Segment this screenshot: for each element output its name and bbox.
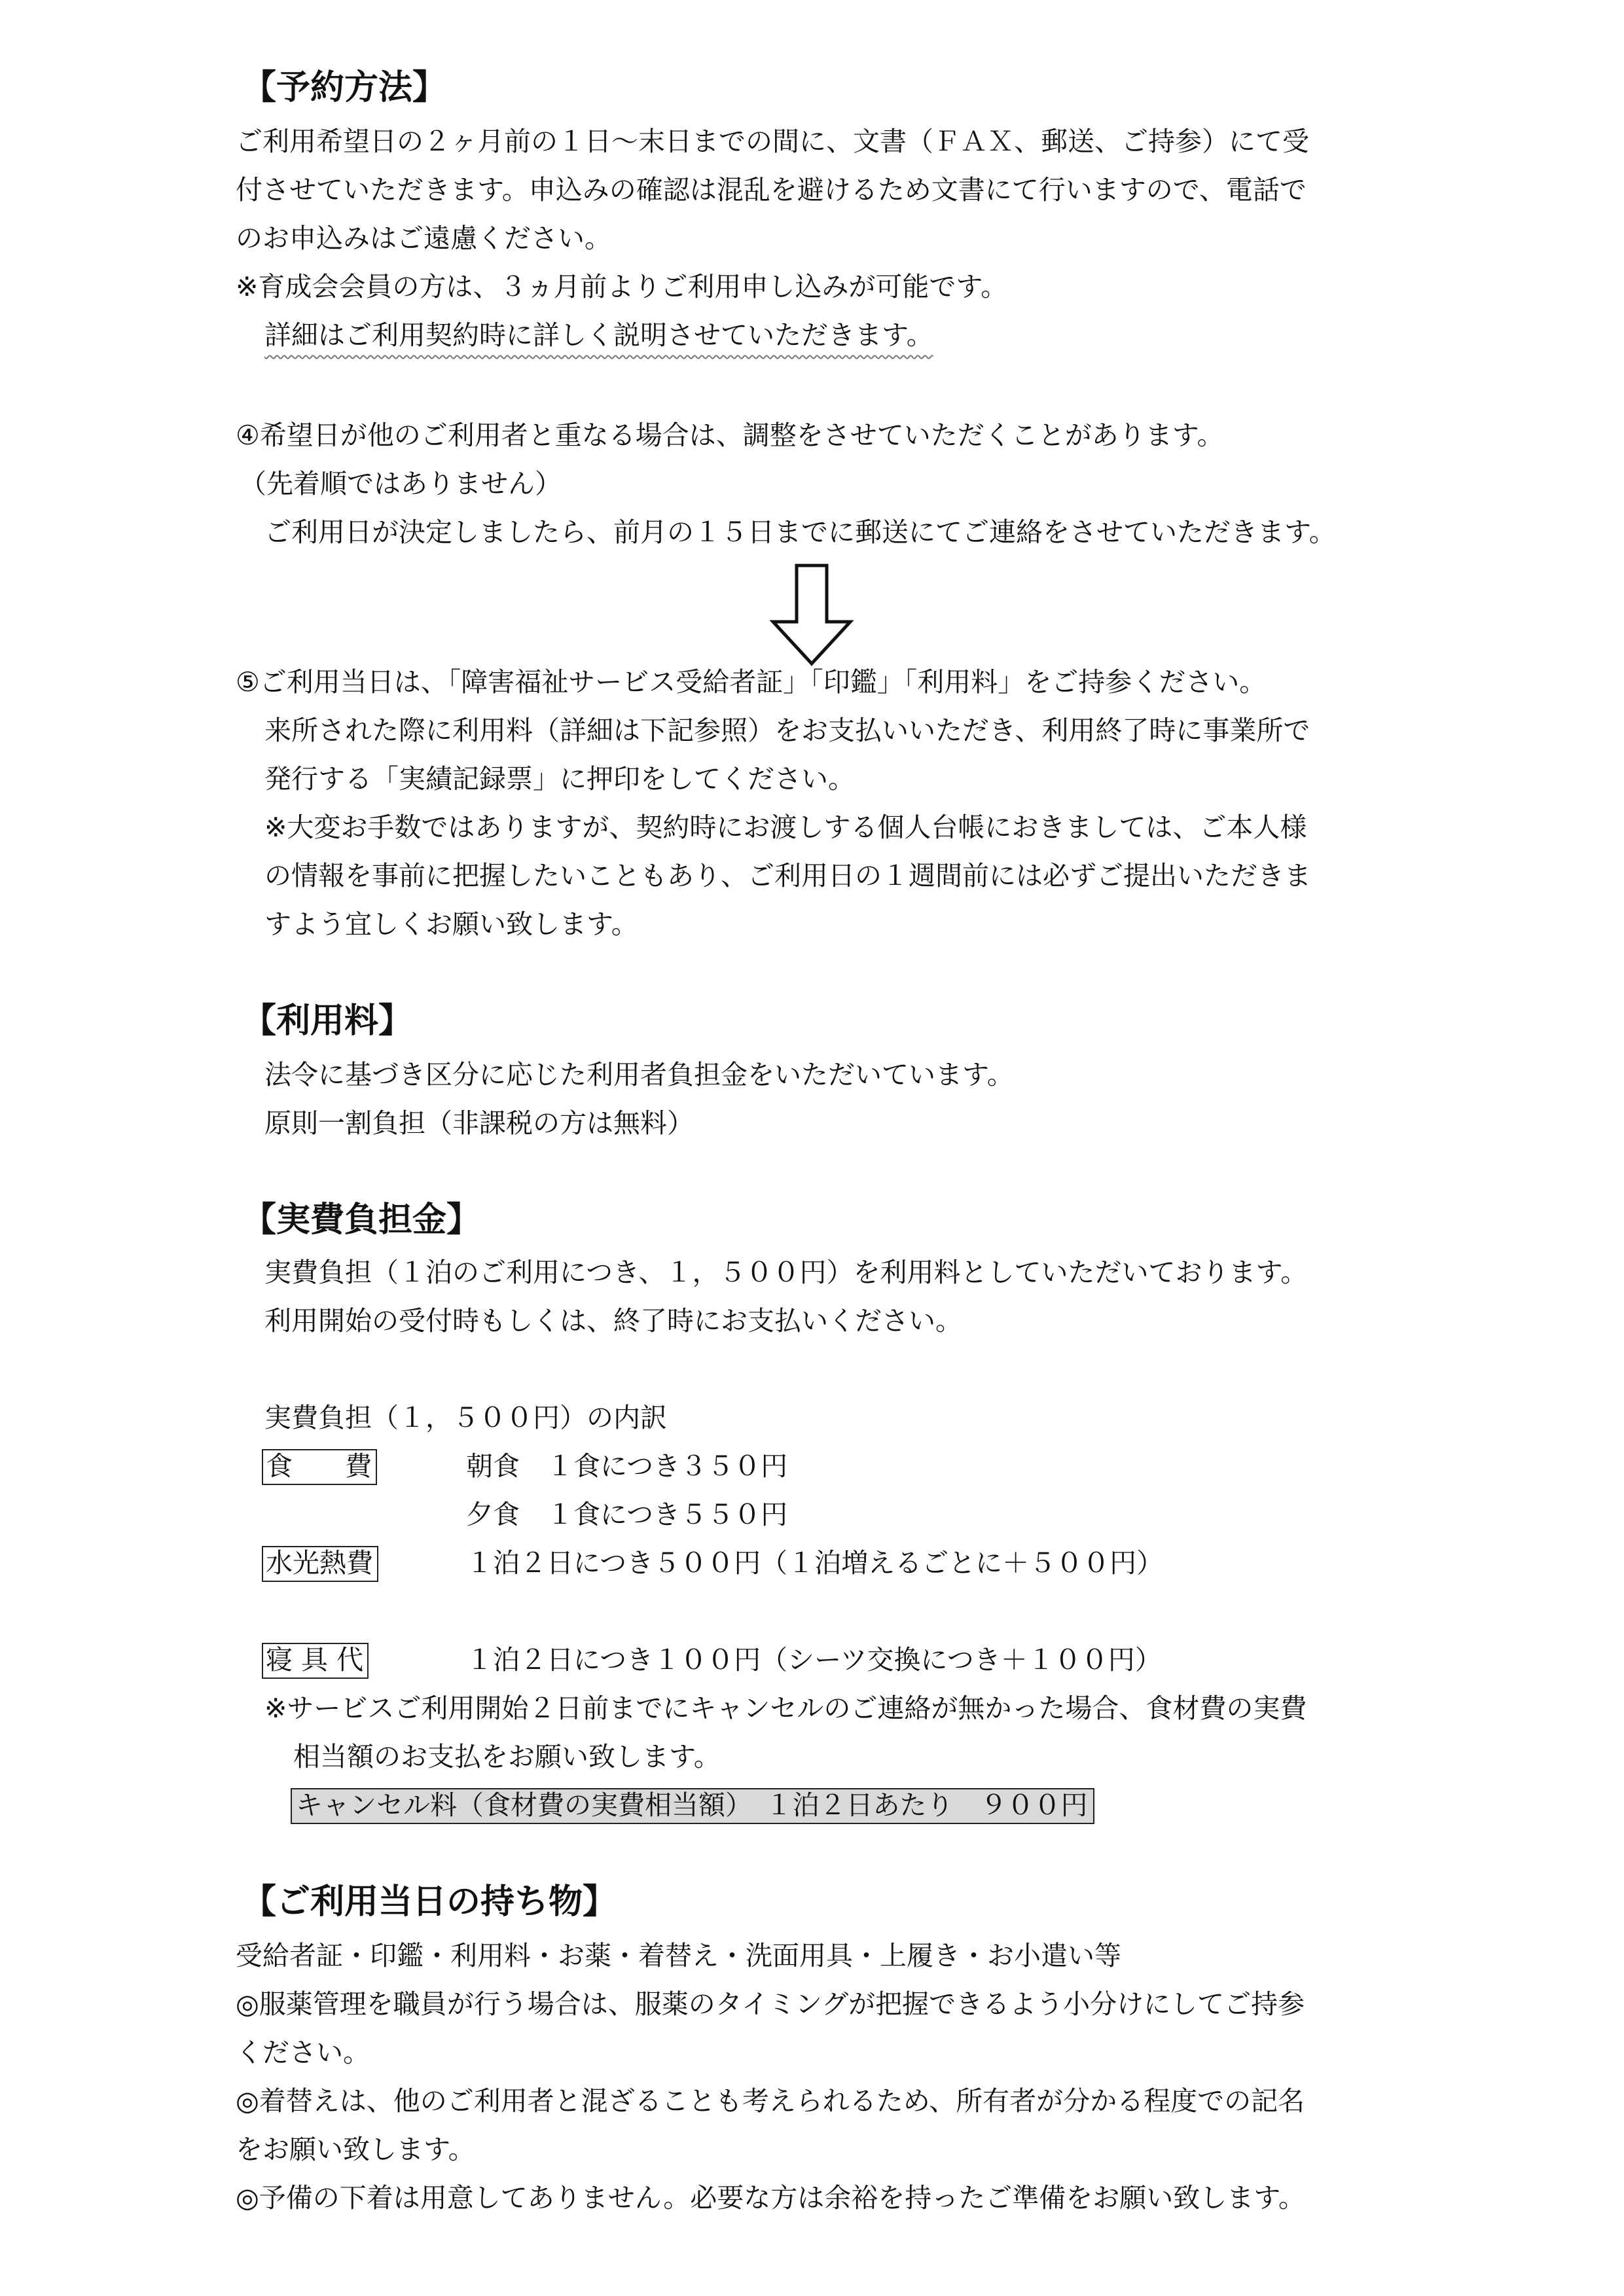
step5-line: の情報を事前に把握したいこともあり、ご利用日の１週間前には必ずご提出いただきま: [264, 860, 1311, 891]
breakfast-cost: 朝食 １食につき３５０円: [466, 1450, 788, 1482]
reservation-heading: 【予約方法】: [242, 68, 447, 107]
step5-line: 来所された際に利用料（詳細は下記参照）をお支払いいただき、利用終了時に事業所で: [264, 715, 1310, 746]
step4-line: ④希望日が他のご利用者と重なる場合は、調整をさせていただくことがあります。: [236, 420, 1224, 451]
belongings-line: ◎着替えは、他のご利用者と混ざることも考えられるため、所有者が分かる程度での記名: [236, 2085, 1305, 2117]
belongings-line: 受給者証・印鑑・利用料・お薬・着替え・洗面用具・上履き・お小遣い等: [236, 1940, 1121, 1971]
food-cost-label: [262, 1449, 377, 1485]
cancel-note: ※サービスご利用開始２日前までにキャンセルのご連絡が無かった場合、食材費の実費: [264, 1693, 1307, 1724]
food-label-2: 費: [345, 1450, 372, 1482]
bedding-cost-value: １泊２日につき１００円（シーツ交換につき＋１００円）: [466, 1644, 1162, 1676]
belongings-line: ◎服薬管理を職員が行う場合は、服薬のタイミングが把握できるよう小分けにしてご持参: [236, 1988, 1305, 2020]
belongings-line: ください。: [236, 2037, 370, 2068]
step5-line: 発行する「実績記録票」に押印をしてください。: [264, 763, 855, 795]
belongings-heading: 【ご利用当日の持ち物】: [242, 1882, 617, 1922]
reservation-line: のお申込みはご遠慮ください。: [236, 223, 611, 254]
food-label-1: 食: [266, 1450, 293, 1482]
fee-line: 法令に基づき区分に応じた利用者負担金をいただいています。: [264, 1059, 1014, 1090]
cancel-note: 相当額のお支払をお願い致します。: [293, 1741, 721, 1772]
step5-line: すよう宜しくお願い致します。: [264, 908, 638, 940]
step5-line: ※大変お手数ではありますが、契約時にお渡しする個人台帳におきましては、ご本人様: [264, 812, 1307, 843]
breakdown-title: 実費負担（１，５００円）の内訳: [264, 1402, 667, 1433]
actual-cost-line: 実費負担（１泊のご利用につき、１，５００円）を利用料としていただいております。: [264, 1257, 1308, 1288]
step4-line: （先着順ではありません）: [240, 468, 562, 499]
detail-note: 詳細はご利用契約時に詳しく説明させていただきます。: [264, 319, 933, 351]
reservation-line: ご利用希望日の２ヶ月前の１日～末日までの間に、文書（ＦＡＸ、郵送、ご持参）にて受: [236, 126, 1309, 157]
bedding-cost-label: 寝 具 代: [262, 1643, 369, 1679]
dinner-cost: 夕食 １食につき５５０円: [466, 1499, 788, 1530]
cancel-fee-box: キャンセル料（食材費の実費相当額） １泊２日あたり ９００円: [291, 1788, 1094, 1824]
actual-cost-heading: 【実費負担金】: [242, 1200, 481, 1240]
step5-line: ⑤ご利用当日は、「障害福祉サービス受給者証」「印鑑」「利用料」をご持参ください。: [236, 666, 1267, 698]
belongings-line: をお願い致します。: [236, 2134, 475, 2165]
belongings-line: ◎予備の下着は用意してありません。必要な方は余裕を持ったご準備をお願い致します。: [236, 2182, 1305, 2214]
reservation-note: ※育成会会員の方は、３ヵ月前よりご利用申し込みが可能です。: [236, 271, 1008, 302]
utility-cost-value: １泊２日につき５００円（１泊増えるごとに＋５００円）: [466, 1547, 1164, 1579]
actual-cost-line: 利用開始の受付時もしくは、終了時にお支払いください。: [264, 1305, 962, 1336]
down-arrow-icon: [769, 563, 854, 668]
step4-line: ご利用日が決定しましたら、前月の１５日までに郵送にてご連絡をさせていただきます。: [264, 516, 1336, 548]
fee-heading: 【利用料】: [242, 1001, 413, 1041]
fee-line: 原則一割負担（非課税の方は無料）: [264, 1107, 694, 1139]
reservation-line: 付させていただきます。申込みの確認は混乱を避けるため文書にて行いますので、電話で: [236, 174, 1307, 206]
utility-cost-label: 水光熱費: [262, 1546, 378, 1582]
